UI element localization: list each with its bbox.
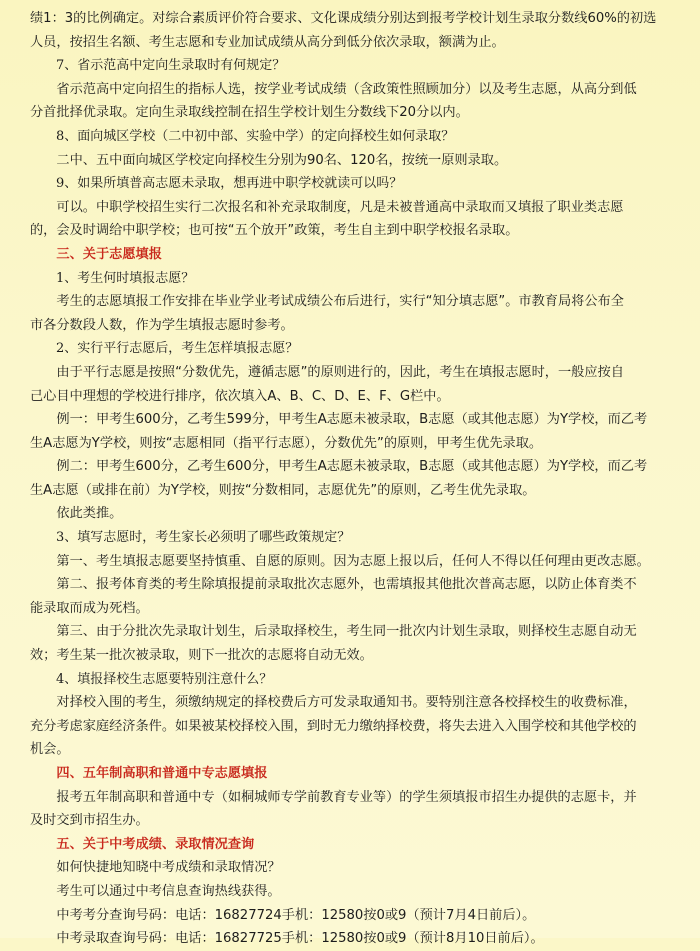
answer-8: 二中、五中面向城区学校定向择校生分别为90名、120名，按统一原则录取。 bbox=[56, 152, 508, 168]
paragraph-line: 人员，按招生名额、考生志愿和专业加试成绩从高分到低分依次录取，额满为止。 bbox=[30, 34, 505, 50]
answer-3-1-cont: 市各分数段人数，作为学生填报志愿时参考。 bbox=[30, 317, 294, 333]
answer-3-4: 对择校入围的考生，须缴纳规定的择校费后方可发录取通知书。要特别注意各校择校生的收费标准， bbox=[56, 695, 637, 711]
answer-7-cont: 分首批择优录取。定向生录取线控制在招生学校计划生分数线下20分以内。 bbox=[30, 105, 469, 121]
answer-7: 省示范高中定向招生的指标人选，按学业考试成绩（含政策性照顾加分）以及考生志愿，从高分到低 bbox=[56, 81, 637, 97]
admission-query-line: 中考录取查询号码：电话：16827725手机：12580按0或9（预计8月10日前后）。 bbox=[56, 931, 544, 947]
question-9: 9、如果所填普高志愿未录取，想再进中职学校就读可以吗？ bbox=[56, 176, 403, 192]
section-3-heading: 三、关于志愿填报 bbox=[56, 246, 162, 262]
rule-2-cont: 能录取而成为死档。 bbox=[30, 600, 149, 616]
example-2-cont: 生A志愿（或排在前）为Y学校，则按“分数相同，志愿优先”的原则，乙考生优先录取。 bbox=[30, 482, 536, 498]
question-7: 7、省示范高中定向生录取时有何规定？ bbox=[56, 58, 286, 74]
rule-3: 第三、由于分批次先录取计划生，后录取择校生，考生同一批次内计划生录取，则择校生志愿自动无 bbox=[56, 624, 637, 640]
section-4-heading: 四、五年制高职和普通中专志愿填报 bbox=[56, 766, 268, 781]
rule-3-cont: 效；考生某一批次被录取，则下一批次的志愿将自动无效。 bbox=[30, 648, 373, 664]
question-8: 8、面向城区学校（二中初中部、实验中学）的定向择校生如何录取？ bbox=[56, 128, 455, 144]
answer-3-1: 考生的志愿填报工作安排在毕业学业考试成绩公布后进行，实行“知分填志愿”。市教育局将公布全 bbox=[56, 294, 624, 310]
example-1: 例一：甲考生600分，乙考生599分，甲考生A志愿未被录取，B志愿（或其他志愿）为Y学校，而乙考 bbox=[56, 412, 648, 428]
rule-1: 第一、考生填报志愿要坚持慎重、自愿的原则。因为志愿上报以后，任何人不得以任何理由更改志愿。 bbox=[56, 553, 650, 569]
answer-9-cont: 的，会及时调给中职学校；也可按“五个放开”政策，考生自主到中职学校报名录取。 bbox=[30, 223, 519, 239]
question-3-3: 3、填写志愿时，考生家长必须明了哪些政策规定？ bbox=[56, 530, 351, 546]
answer-3-2: 由于平行志愿是按照“分数优先，遵循志愿”的原则进行的，因此，考生在填报志愿时，一般应按自 bbox=[56, 364, 624, 380]
example-1-cont: 生A志愿为Y学校，则按“志愿相同（指平行志愿），分数优先”的原则，甲考生优先录取。 bbox=[30, 435, 543, 451]
rule-2: 第二、报考体育类的考生除填报提前录取批次志愿外，也需填报其他批次普高志愿，以防止体育类不 bbox=[56, 577, 637, 593]
section-4-text-cont: 及时交到市招生办。 bbox=[30, 813, 149, 829]
section-4-text: 报考五年制高职和普通中专（如桐城师专学前教育专业等）的学生须填报市招生办提供的志愿卡，并 bbox=[56, 789, 637, 805]
score-query-line: 中考考分查询号码：电话：16827724手机：12580按0或9（预计7月4日前后）。 bbox=[56, 907, 536, 923]
answer-3-4-cont: 充分考虑家庭经济条件。如果被某校择校入围，到时无力缴纳择校费，将失去进入入围学校和其他学校的 bbox=[30, 718, 637, 734]
example-2: 例二：甲考生600分，乙考生600分，甲考生A志愿未被录取，B志愿（或其他志愿）为Y学校，而乙考 bbox=[56, 459, 648, 475]
question-3-1: 1、考生何时填报志愿？ bbox=[56, 270, 195, 286]
answer-3-4-cont2: 机会。 bbox=[30, 742, 70, 758]
section-5-question: 如何快捷地知晓中考成绩和录取情况？ bbox=[56, 860, 281, 876]
answer-9: 可以。中职学校招生实行二次报名和补充录取制度，凡是未被普通高中录取而又填报了职业类志愿 bbox=[56, 199, 624, 215]
paragraph-line: 绩1：3的比例确定。对综合素质评价符合要求、文化课成绩分别达到报考学校计划生录取分数线60%的初选 bbox=[30, 11, 657, 26]
section-5-answer: 考生可以通过中考信息查询热线获得。 bbox=[56, 883, 281, 899]
section-5-heading: 五、关于中考成绩、录取情况查询 bbox=[56, 836, 255, 852]
answer-3-2-cont: 己心目中理想的学校进行排序，依次填入A、B、C、D、E、F、G栏中。 bbox=[30, 388, 450, 404]
question-3-4: 4、填报择校生志愿要特别注意什么？ bbox=[56, 671, 273, 687]
question-3-2: 2、实行平行志愿后，考生怎样填报志愿？ bbox=[56, 341, 299, 357]
etc-line: 依此类推。 bbox=[56, 506, 123, 522]
